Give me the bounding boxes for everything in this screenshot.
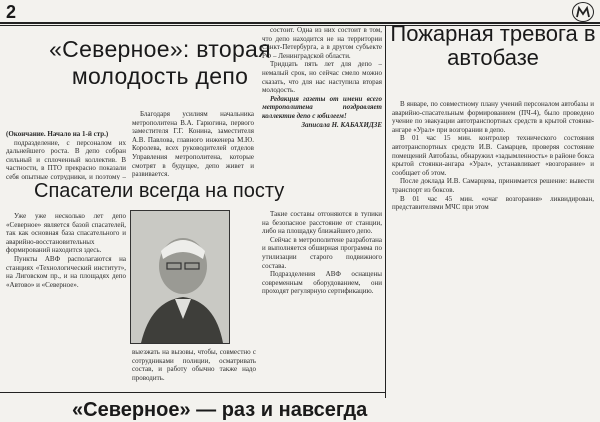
greeting-paragraph: Редакция газеты от имени всего метрополитена поздравляет коллектив депо с юбилеем!	[262, 94, 382, 120]
paragraph: Уже уже несколько лет депо «Северное» является базой спасателей, так как основная база спасательного и аварийно-восстановительных формирований находится здесь.	[6, 212, 126, 255]
article-1-column-1	[6, 130, 126, 180]
paragraph: Пункты АВФ располагаются на станциях «Технологический институт», на Лиговском пр., и на площадях депо «Автово» и «Северное».	[6, 254, 126, 289]
paragraph: подразделение, с персоналом их дальнейшего роста. В депо собран сильный и сплоченный коллектив. В частности, в ПТО прекрасно показали себя опытные сотрудники, и поэтому –	[6, 138, 126, 180]
paragraph: В 01 час 15 мин. контролер технического состояния автотранспортных средств И.В. Самарцев, проверяя состояние помещений Автобазы, обнаружил «задымленность» в районе бокса крытой стоянки-ангара «Урал», устанавливает «возгорание» и сообщает об этом.	[392, 134, 594, 177]
paragraph: выезжать на вызовы, чтобы, совместно с сотрудниками полиции, осматривать состав, и работу обычно также надо проводить.	[132, 348, 256, 382]
paragraph: Сейчас в метрополитене разработана и выполняется обширная программа по утилизации старого подвижного состава.	[262, 235, 382, 270]
signature: Записала Н. КАБАХИДЗЕ	[301, 120, 382, 129]
paragraph: После доклада И.В. Самарцева, принимается решение: вывести транспорт из боксов.	[392, 177, 594, 194]
article-2-column-2	[132, 348, 256, 392]
article-2-column-3	[262, 210, 382, 390]
headline-article-2: Спасатели всегда на посту	[34, 180, 285, 202]
continuation-note: (Окончание. Начало на 1-й стр.)	[6, 130, 109, 138]
article-3-column	[392, 100, 594, 400]
headline-article-1: «Северное»: вторая молодость депо	[49, 36, 271, 89]
section-rule	[0, 392, 385, 393]
paragraph: Подразделения АВФ оснащены современным оборудованием, они проходят регулярную сертификацию.	[262, 270, 382, 296]
paragraph: Такие составы отгоняются в тупики на безопасное расстояние от станции, либо на площадку ближайшего депо.	[262, 210, 382, 236]
paragraph: В январе, по совместному плану учений персоналом автобазы и аварийно-спасательным формированием (ПЧ-4), было проведено учение по эвакуации автотранспортных средств в крытой стоянке-ангаре «Урал» при возгорании в депо.	[392, 100, 594, 134]
headline-article-4: «Северное» — раз и навсегда	[72, 399, 368, 421]
paragraph: Тридцать пять лет для депо – немалый срок, но сейчас смело можно сказать, что для нас наступила вторая молодость.	[262, 60, 382, 95]
paragraph: В 01 час 45 мин. «очаг возгорания» ликвидирован, представителями МЧС при этом	[392, 194, 594, 212]
page-number: 2	[6, 2, 17, 22]
headline-article-3: Пожарная тревога в автобазе	[390, 21, 596, 70]
column-divider	[385, 26, 386, 398]
portrait-photo	[130, 210, 230, 344]
article-1-column-3	[262, 26, 382, 196]
paragraph: состоит. Одна из них состоит в том, что депо находится не на территории Санкт-Петербурга, а в другом субъекте РФ – Ленинградской области.	[262, 26, 382, 60]
article-1-column-2	[132, 110, 254, 178]
paragraph: Благодаря усилиям начальника метрополитена В.А. Гарюгина, первого заместителя Г.Г. Конина, заместителя А.В. Павлова, главного инженера М.Ю. Королева, всех руководителей отделов Управления метрополитена, которые смотрят в будущее, депо живет и развивается.	[132, 110, 254, 178]
article-2-column-1	[6, 212, 126, 390]
metro-logo-icon	[572, 2, 594, 22]
